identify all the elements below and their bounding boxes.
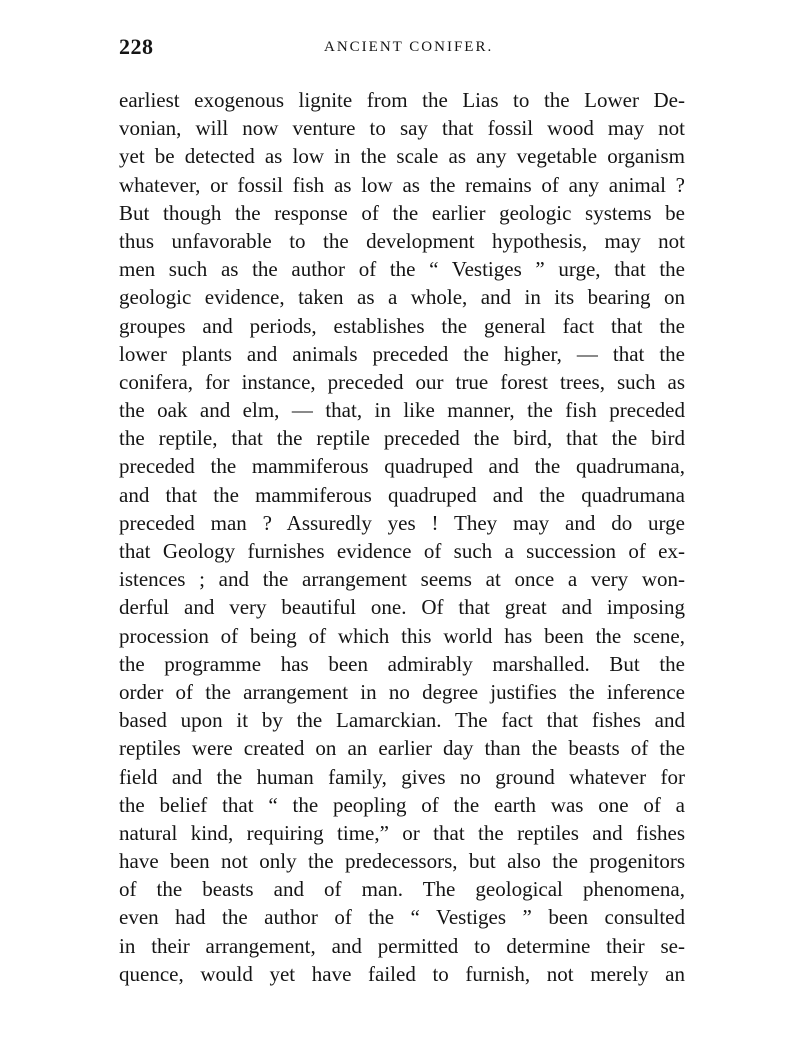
text-line: earliest exogenous lignite from the Lias to the Lower De- bbox=[119, 88, 685, 112]
text-line: order of the arrangement in no degree justifies the inference bbox=[119, 679, 685, 704]
text-line: groupes and periods, establishes the general fact that the bbox=[119, 313, 685, 338]
text-line: of the beasts and of man. The geological phenomena, bbox=[119, 877, 685, 902]
text-line: conifera, for instance, preceded our true forest trees, such as bbox=[119, 369, 685, 394]
text-line: derful and very beautiful one. Of that great and imposing bbox=[119, 595, 685, 620]
text-line: have been not only the predecessors, but also the progenitors bbox=[119, 849, 685, 874]
running-head bbox=[119, 34, 685, 60]
text-line: istences ; and the arrangement seems at once a very won- bbox=[119, 567, 685, 592]
text-line: in their arrangement, and permitted to determine their se- bbox=[119, 933, 685, 958]
text-line: vonian, will now venture to say that fossil wood may not bbox=[119, 116, 685, 141]
body-text bbox=[119, 86, 685, 988]
text-line: the reptile, that the reptile preceded the bird, that the bird bbox=[119, 426, 685, 451]
text-line: even had the author of the “ Vestiges ” been consulted bbox=[119, 905, 685, 930]
text-line: lower plants and animals preceded the higher, — that the bbox=[119, 341, 685, 366]
text-line: that Geology furnishes evidence of such a succession of ex- bbox=[119, 539, 685, 563]
running-title: ANCIENT CONIFER. bbox=[324, 39, 494, 55]
text-line: natural kind, requiring time,” or that the reptiles and fishes bbox=[119, 820, 685, 845]
page-number: 228 bbox=[119, 34, 154, 59]
text-line: thus unfavorable to the development hypothesis, may not bbox=[119, 228, 685, 253]
text-line: quence, would yet have failed to furnish, not merely an bbox=[119, 961, 685, 986]
text-line: geologic evidence, taken as a whole, and in its bearing on bbox=[119, 285, 685, 310]
text-line: men such as the author of the “ Vestiges ” urge, that the bbox=[119, 257, 685, 282]
text-line: based upon it by the Lamarckian. The fact that fishes and bbox=[119, 708, 685, 733]
text-line: procession of being of which this world has been the scene, bbox=[119, 623, 685, 648]
text-line: preceded the mammiferous quadruped and the quadrumana, bbox=[119, 454, 685, 479]
text-line: reptiles were created on an earlier day than the beasts of the bbox=[119, 736, 685, 761]
text-line: the oak and elm, — that, in like manner, the fish preceded bbox=[119, 398, 685, 423]
text-line: whatever, or fossil fish as low as the remains of any animal ? bbox=[119, 172, 685, 197]
text-line: yet be detected as low in the scale as any vegetable organism bbox=[119, 144, 685, 169]
text-line: But though the response of the earlier geologic systems be bbox=[119, 200, 685, 225]
text-line: the programme has been admirably marshalled. But the bbox=[119, 651, 685, 676]
text-line: field and the human family, gives no ground whatever for bbox=[119, 764, 685, 789]
text-line: preceded man ? Assuredly yes ! They may and do urge bbox=[119, 510, 685, 535]
text-line: and that the mammiferous quadruped and the quadrumana bbox=[119, 482, 685, 507]
text-line: the belief that “ the peopling of the earth was one of a bbox=[119, 792, 685, 817]
